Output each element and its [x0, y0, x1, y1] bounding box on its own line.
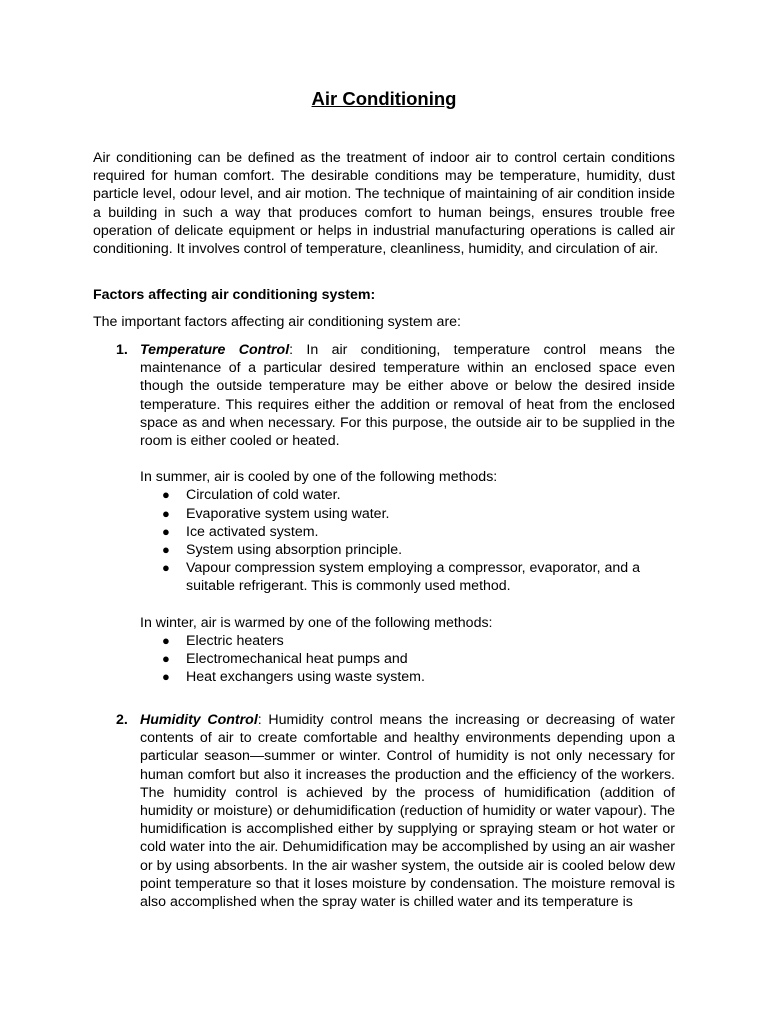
factors-lead: The important factors affecting air conditioning system are: [93, 314, 462, 330]
bullet-icon: ● [162, 669, 170, 685]
item-label: Temperature Control [140, 342, 290, 358]
list-item: ● Ice activated system. [162, 523, 319, 540]
item-text: : In air conditioning, temperature control means the maintenance of a particular desired temperature within an enclosed space even though the outside temperature may be either above or below the desired inside temperature. This requires either the addition or removal of heat from the enclosed space as and when necessary. For this purpose, the outside air to be supplied in the room is either cooled or heated. [140, 342, 675, 450]
list-item: ● System using absorption principle. [162, 542, 403, 559]
list-item: ● Circulation of cold water. [162, 487, 341, 504]
bullet-icon: ● [162, 560, 170, 576]
winter-intro: In winter, air is warmed by one of the following methods: [140, 614, 493, 631]
numbered-list-item-1 [93, 341, 675, 686]
summer-intro: In summer, air is cooled by one of the following methods: [140, 469, 498, 486]
summer-methods-list [140, 486, 675, 595]
numbered-list-item-2 [93, 711, 675, 911]
page-title: Air Conditioning [311, 88, 457, 109]
list-item: ● Electromechanical heat pumps and [162, 651, 408, 668]
bullet-icon: ● [162, 487, 170, 503]
bullet-icon: ● [162, 651, 170, 667]
winter-methods-list [140, 632, 675, 687]
item-label: Humidity Control [140, 712, 258, 728]
list-item: ● Electric heaters [162, 632, 284, 649]
list-item: ● Vapour compression system employing a compressor, evaporator, and a suitable refrigerant. This is commonly used method. [162, 560, 640, 595]
bullet-icon: ● [162, 505, 170, 521]
item-number: 1. [116, 342, 128, 358]
item-number: 2. [116, 712, 128, 728]
bullet-icon: ● [162, 542, 170, 558]
list-item [93, 341, 675, 686]
list-item: ● Evaporative system using water. [162, 505, 390, 522]
bullet-icon: ● [162, 523, 170, 539]
section-heading: Factors affecting air conditioning system: [93, 287, 376, 303]
item-text: : Humidity control means the increasing or decreasing of water contents of air to create comfortable and healthy environments depending upon a particular season—summer or winter. Control of humidity is not only necessary for human comfort but also it increases the production and the efficiency of the workers. The humidity control is achieved by the process of humidification (addition of humidity or moisture) or dehumidification (reduction of humidity or water vapour). The humidification is accomplished either by supplying or spraying steam or hot water or cold water into the air. Dehumidification may be accomplished by using an air washer or by using absorbents. In the air washer system, the outside air is cooled below dew point temperature so that it loses moisture by condensation. The moisture removal is also accomplished when the spray water is chilled water and its temperature is [140, 712, 675, 911]
bullet-icon: ● [162, 632, 170, 648]
intro-paragraph: Air conditioning can be defined as the treatment of indoor air to control certain conditions required for human comfort. The desirable conditions may be temperature, humidity, dust particle level, odour level, and air motion. The technique of maintaining of air condition inside a building in such a way that produces comfort to human beings, ensures trouble free operation of delicate equipment or helps in industrial manufacturing operations is called air conditioning. It involves control of temperature, cleanliness, humidity, and circulation of air. [93, 150, 675, 258]
list-item [93, 711, 675, 911]
list-item: ● Heat exchangers using waste system. [162, 669, 425, 686]
